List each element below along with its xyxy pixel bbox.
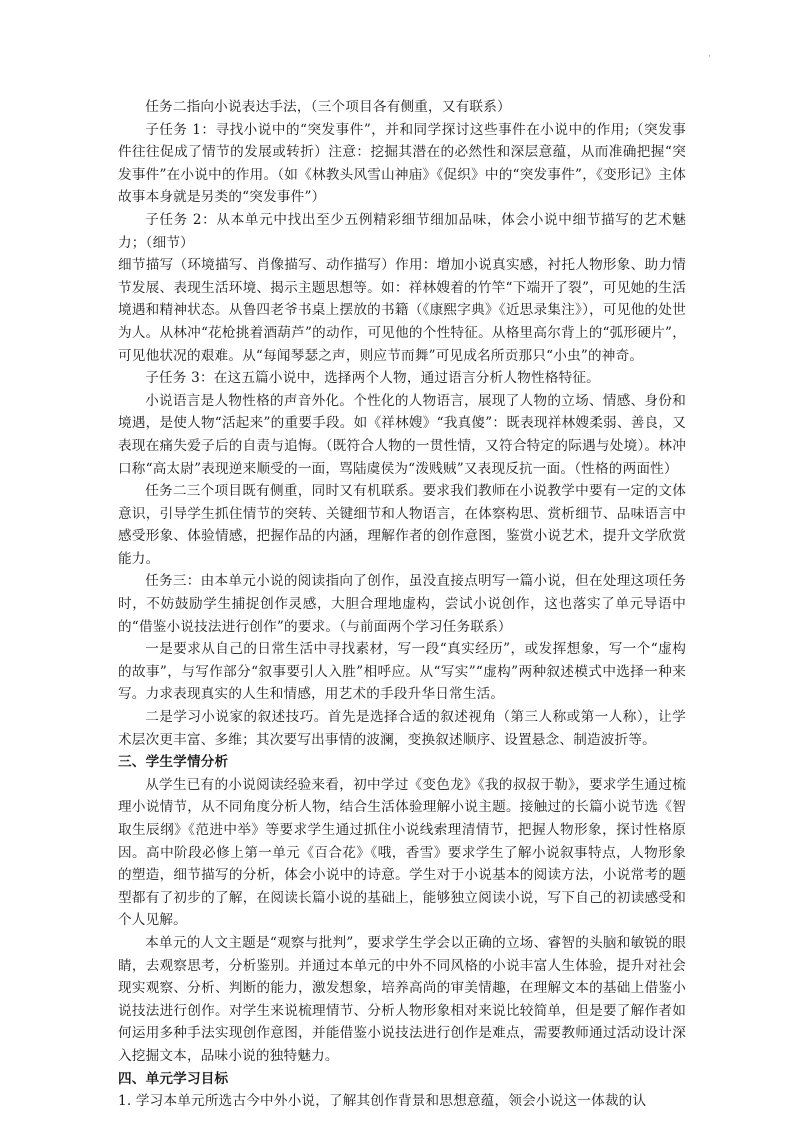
corner-mark: · bbox=[708, 52, 711, 62]
paragraph-task3: 任务三：由本单元小说的阅读指向了创作，虽没直接点明写一篇小说，但在处理这项任务时，不妨鼓励学生捕捉创作灵感，大胆合理地虚构，尝试小说创作，这也落实了单元导语中的“借鉴小说技法进行创作”的要求。（与前面两个学习任务联系） bbox=[118, 573, 686, 635]
document-body bbox=[118, 96, 686, 1113]
paragraph-subtask1: 子任务 1：寻找小说中的“突发事件”，并和同学探讨这些事件在小说中的作用;（突发事件往往促成了情节的发展或转折）注意：挖掘其潜在的必然性和深层意蕴，从而准确把握“突发事件”在小说中的作用。（如《林教头风雪山神庙》《促织》中的“突发事件”，《变形记》主体故事本身就是另类的“突发事件”） bbox=[118, 121, 686, 206]
paragraph-task3-point1: 一是要求从自己的日常生活中寻找素材，写一段“真实经历”，或发挥想象，写一个“虚构的故事”，与写作部分“叙事要引人入胜”相呼应。从“写实”“虚构”两种叙述模式中选择一种来写。力求表现真实的人生和情感，用艺术的手段升华日常生活。 bbox=[118, 641, 686, 703]
paragraph-subtask3: 子任务 3：在这五篇小说中，选择两个人物，通过语言分析人物性格特征。 bbox=[145, 370, 600, 387]
paragraph-character-language: 小说语言是人物性格的声音外化。个性化的人物语言，展现了人物的立场、情感、身份和境遇，是使人物“活起来”的重要手段。如《祥林嫂》“我真傻”：既表现祥林嫂柔弱、善良，又表现在痛失爱子后的自责与追悔。（既符合人物的一贯性情，又符合特定的际遇与处境）。林冲口称“高太尉”表现逆来顺受的一面，骂陆虞侯为“泼贱贼”又表现反抗一面。（性格的两面性） bbox=[118, 392, 686, 477]
paragraph-goal-1: 1. 学习本单元所选古今中外小说，了解其创作背景和思想意蕴，领会小说这一体裁的认 bbox=[118, 1093, 647, 1110]
paragraph-task3-point2: 二是学习小说家的叙述技巧。首先是选择合适的叙述视角（第三人称或第一人称），让学术层次更丰富、多维；其次要写出事情的波澜，变换叙述顺序、设置悬念、制造波折等。 bbox=[118, 709, 686, 748]
section-heading-student-analysis: 三、学生学情分析 bbox=[118, 754, 229, 771]
paragraph-subtask2: 子任务 2：从本单元中找出至少五例精彩细节细加品味，体会小说中细节描写的艺术魅力；（细节） bbox=[118, 211, 686, 251]
paragraph-detail-description: 细节描写（环境描写、肖像描写、动作描写）作用：增加小说真实感，衬托人物形象、助力情节发展、表现生活环境、揭示主题思想等。如：祥林嫂着的竹竿“下端开了裂”，可见她的生活境遇和精神状态。从鲁四老爷书桌上摆放的书籍（《康熙字典》《近思录集注》），可见他的处世为人。从林冲“花枪挑着酒葫芦”的动作，可见他的个性特征。从格里高尔背上的“弧形硬片”，可见他状况的艰难。从“每闻琴瑟之声，则应节而舞”可见成名所贡那只“小虫”的神奇。 bbox=[118, 257, 686, 364]
paragraph-student-experience: 从学生已有的小说阅读经验来看，初中学过《变色龙》《我的叔叔于勒》，要求学生通过梳理小说情节，从不同角度分析人物，结合生活体验理解小说主题。接触过的长篇小说节选《智取生辰纲》《范进中举》等要求学生通过抓住小说线索理清情节，把握人物形象，探讨性格原因。高中阶段必修上第一单元《百合花》《哦，香雪》要求学生了解小说叙事特点，人物形象的塑造，细节描写的分析，体会小说中的诗意。学生对于小说基本的阅读方法，小说常考的题型都有了初步的了解，在阅读长篇小说的基础上，能够独立阅读小说，写下自己的初读感受和个人见解。 bbox=[118, 776, 686, 929]
paragraph-unit-theme: 本单元的人文主题是“观察与批判”，要求学生学会以正确的立场、睿智的头脑和敏锐的眼睛，去观察思考，分析鉴别。并通过本单元的中外不同风格的小说丰富人生体验，提升对社会现实观察、分析、判断的能力，激发想象，培养高尚的审美情趣，在理解文本的基础上借鉴小说技法进行创作。对学生来说梳理情节、分析人物形象相对来说比较简单，但是要了解作者如何运用多种手法实现创作意图，并能借鉴小说技法进行创作是难点，需要教师通过活动设计深入挖掘文本，品味小说的独特魅力。 bbox=[118, 934, 686, 1064]
paragraph-task2-intro: 任务二指向小说表达手法，（三个项目各有侧重，又有联系） bbox=[145, 99, 511, 115]
paragraph-task2-summary: 任务二三个项目既有侧重，同时又有机联系。要求我们教师在小说教学中要有一定的文体意识，引导学生抓住情节的突转、关键细节和人物语言，在体察构思、赏析细节、品味语言中感受形象、体验情感，把握作品的内涵，理解作者的创作意图，鉴赏小说艺术，提升文学欣赏能力。 bbox=[118, 483, 686, 567]
section-heading-learning-goals: 四、单元学习目标 bbox=[118, 1070, 229, 1087]
